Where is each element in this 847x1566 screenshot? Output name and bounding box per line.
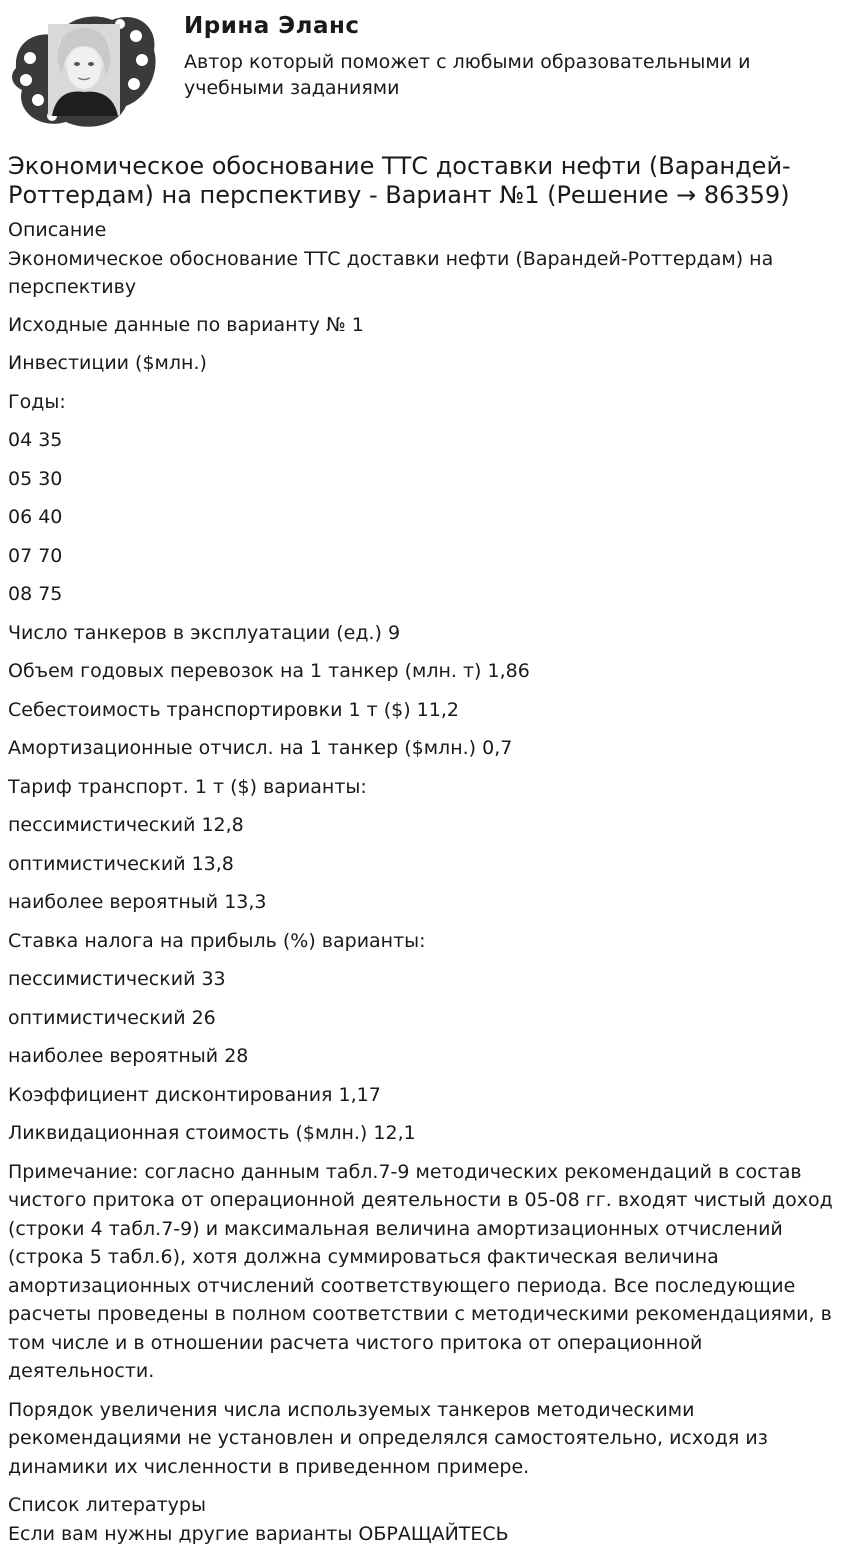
footer-text: Если вам нужны другие варианты ОБРАЩАЙТЕСЬ xyxy=(8,1522,509,1545)
author-avatar[interactable] xyxy=(8,6,158,128)
paragraph: Коэффициент дисконтирования 1,17 xyxy=(8,1083,381,1106)
paragraph: оптимистический 13,8 xyxy=(8,852,234,875)
paragraph: наиболее вероятный 28 xyxy=(8,1045,249,1067)
paragraph: Порядок увеличения числа используемых танкеров методическими рекомендациями не установлен и определялся самостоятельно, исходя из динамики их численности в приведенном примере. xyxy=(8,1398,768,1478)
paragraph: Исходные данные по варианту № 1 xyxy=(8,313,364,336)
paragraph: наиболее вероятный 13,3 xyxy=(8,891,267,913)
author-info xyxy=(184,6,794,101)
author-name[interactable]: Ирина Эланс xyxy=(184,13,360,39)
paragraph: 05 30 xyxy=(8,467,63,490)
paragraph: Ликвидационная стоимость ($млн.) 12,1 xyxy=(8,1122,416,1144)
paragraph: Амортизационные отчисл. на 1 танкер ($млн.) 0,7 xyxy=(8,737,513,759)
paragraph: Число танкеров в эксплуатации (ед.) 9 xyxy=(8,621,401,644)
author-card xyxy=(8,0,839,136)
literature-label: Список литературы xyxy=(8,1494,206,1516)
paragraph: Примечание: согласно данным табл.7-9 методических рекомендаций в состав чистого притока от операционной деятельности в 05-08 гг. входят чистый доход (строки 4 табл.7-9) и максимальная величина амортизационных отчислений (строка 5 табл.6), хотя должна суммироваться фактическая величина амортизационных отчислений соответствующего периода. Все последующие расчеты проведены в полном соответствии с методическими рекомендациями, в том числе и в отношении расчета чистого притока от операционной деятельности. xyxy=(8,1160,833,1382)
page-title: Экономическое обоснование ТТС доставки нефти (Варандей-Роттердам) на перспективу - Вариант №1 (Решение → 86359) xyxy=(8,152,791,209)
paragraph: 08 75 xyxy=(8,583,63,605)
paragraph: пессимистический 33 xyxy=(8,968,226,990)
paragraph: пессимистический 12,8 xyxy=(8,814,244,836)
paragraph: 06 40 xyxy=(8,506,63,528)
paragraph: Тариф транспорт. 1 т ($) варианты: xyxy=(8,775,367,798)
description-label: Описание xyxy=(8,219,107,241)
paragraph: оптимистический 26 xyxy=(8,1006,216,1029)
paragraph: 07 70 xyxy=(8,544,63,567)
paragraph: Себестоимость транспортировки 1 т ($) 11,2 xyxy=(8,698,459,721)
description-body xyxy=(8,311,839,1482)
description-text: Экономическое обоснование ТТС доставки нефти (Варандей-Роттердам) на перспективу xyxy=(8,247,774,298)
paragraph: Ставка налога на прибыль (%) варианты: xyxy=(8,929,426,952)
paragraph: Объем годовых перевозок на 1 танкер (млн. т) 1,86 xyxy=(8,660,530,682)
author-description: Автор который поможет с любыми образовательными и учебными заданиями xyxy=(184,51,751,99)
paragraph: Инвестиции ($млн.) xyxy=(8,352,207,374)
paragraph: 04 35 xyxy=(8,429,63,451)
paragraph: Годы: xyxy=(8,390,66,413)
